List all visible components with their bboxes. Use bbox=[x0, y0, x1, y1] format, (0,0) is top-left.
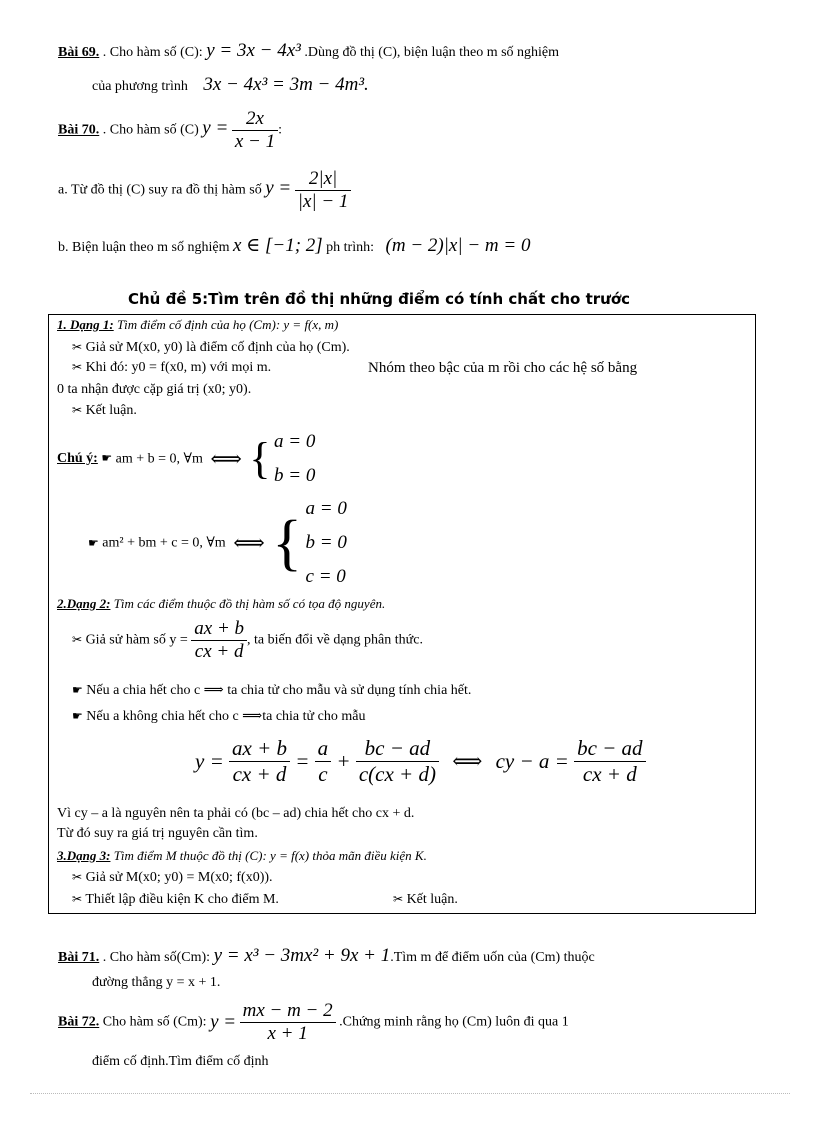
b71-line1 bbox=[58, 945, 595, 967]
dang1-l4-text: Kết luận. bbox=[85, 403, 137, 418]
note-2 bbox=[88, 492, 347, 594]
dang1-l3-text: 0 ta nhận được cặp giá trị (x0; y0). bbox=[57, 382, 252, 397]
f-lhs: cy − a = bbox=[495, 749, 569, 773]
iff-symbol: ⟺ bbox=[210, 446, 242, 471]
dang3-l2 bbox=[72, 892, 279, 908]
b70-label: Bài 70. bbox=[58, 122, 100, 138]
b70-a-numerator: 2|x| bbox=[295, 168, 352, 191]
f3-den: c(cx + d) bbox=[358, 762, 436, 786]
b70-text: . Cho hàm số (C) bbox=[102, 122, 199, 138]
pointing-hand-icon: ☛ bbox=[72, 709, 83, 723]
pointing-hand-icon: ☛ bbox=[101, 451, 113, 466]
system-1 bbox=[274, 425, 315, 493]
b71-text2: .Tìm m để điểm uốn của (Cm) thuộc bbox=[390, 950, 595, 965]
dang1-l2 bbox=[72, 360, 271, 376]
b70-denominator: x − 1 bbox=[234, 131, 276, 152]
dang2-l5-text: Từ đó suy ra giá trị nguyên cần tìm. bbox=[57, 826, 258, 841]
b70-a-y: y = bbox=[265, 177, 292, 199]
system-2-eq: c = 0 bbox=[305, 566, 346, 587]
scissors-icon: ✂ bbox=[72, 340, 83, 354]
dang3-l3 bbox=[393, 892, 458, 908]
f2-den: c bbox=[318, 762, 328, 786]
scissors-icon: ✂ bbox=[72, 892, 83, 906]
left-brace-icon: { bbox=[249, 434, 271, 483]
dang1-l1 bbox=[72, 340, 350, 356]
b71-label: Bài 71. bbox=[58, 950, 100, 965]
b72-fraction bbox=[240, 1000, 336, 1045]
dang1-l4 bbox=[72, 403, 137, 419]
b72-numerator: mx − m − 2 bbox=[240, 1000, 336, 1023]
b69-text2: .Dùng đồ thị (C), biện luận theo m số nghiệm bbox=[304, 45, 560, 60]
dang3-label: 3.Dạng 3: bbox=[57, 848, 111, 863]
dang2-denominator: cx + d bbox=[194, 641, 244, 662]
b70-b-ph: ph trình: bbox=[326, 240, 375, 255]
b70-a-text: a. Từ đồ thị (C) suy ra đồ thị hàm số bbox=[58, 182, 262, 198]
iff-symbol: ⟺ bbox=[233, 530, 265, 555]
dang3-l2-text: Thiết lập điều kiện K cho điểm M. bbox=[85, 892, 279, 907]
f4-fraction bbox=[574, 736, 646, 787]
dang2-formula bbox=[195, 736, 646, 787]
dang2-desc: Tìm các điểm thuộc đồ thị hàm số có tọa độ nguyên. bbox=[113, 596, 386, 611]
dang3-heading bbox=[57, 848, 427, 864]
b70-line1 bbox=[58, 108, 282, 153]
f1-fraction bbox=[229, 736, 290, 787]
note1-text: am + b = 0, ∀m bbox=[115, 451, 203, 467]
dang2-label: 2.Dạng 2: bbox=[57, 596, 111, 611]
b70-a-fraction bbox=[295, 168, 352, 213]
b69-text: . Cho hàm số (C): bbox=[102, 45, 203, 60]
dang2-l1b-text: , ta biến đổi về dạng phân thức. bbox=[247, 632, 423, 648]
f1-num: ax + b bbox=[229, 736, 290, 762]
b69-label: Bài 69. bbox=[58, 45, 100, 60]
f-iff: ⟺ bbox=[452, 749, 483, 773]
dang1-desc: Tìm điểm cố định của họ (Cm): y = f(x, m) bbox=[116, 317, 339, 332]
b70-numerator: 2x bbox=[232, 108, 278, 131]
b72-label: Bài 72. bbox=[58, 1014, 100, 1030]
left-brace-icon: { bbox=[272, 509, 303, 577]
dang2-l3-text: Nếu a không chia hết cho c ⟹ta chia tử cho mẫu bbox=[86, 709, 366, 724]
dang2-numerator: ax + b bbox=[191, 618, 247, 641]
dang2-l2 bbox=[72, 682, 471, 699]
b72-text2: .Chứng minh rằng họ (Cm) luôn đi qua 1 bbox=[339, 1014, 569, 1030]
b71-text3: đường thẳng y = x + 1. bbox=[92, 975, 221, 990]
f-eq: = bbox=[295, 749, 310, 773]
f2-fraction bbox=[315, 736, 332, 787]
f2-num: a bbox=[315, 736, 332, 762]
f-y: y = bbox=[195, 749, 224, 773]
b69-equation2: 3x − 4x³ = 3m − 4m³. bbox=[203, 74, 369, 95]
system-1-eq: a = 0 bbox=[274, 431, 316, 452]
b72-line1 bbox=[58, 1000, 569, 1045]
f4-num: bc − ad bbox=[574, 736, 646, 762]
dang3-l3-text: Kết luận. bbox=[406, 892, 458, 907]
dang1-l1-text: Giả sử M(x0, y0) là điểm cố định của họ (Cm). bbox=[85, 340, 350, 355]
f1-den: cx + d bbox=[232, 762, 287, 786]
system-2-eq: a = 0 bbox=[305, 498, 347, 519]
b70-b-text: b. Biện luận theo m số nghiệm bbox=[58, 240, 230, 255]
scissors-icon: ✂ bbox=[72, 870, 83, 884]
b72-text3: điểm cố định.Tìm điểm cố định bbox=[92, 1054, 269, 1069]
f-plus: + bbox=[336, 749, 351, 773]
system-2 bbox=[306, 492, 347, 594]
f3-fraction bbox=[356, 736, 439, 787]
b72-text: Cho hàm số (Cm): bbox=[102, 1014, 207, 1030]
note2-text: am² + bm + c = 0, ∀m bbox=[102, 535, 226, 551]
b70-part-a bbox=[58, 168, 351, 213]
scissors-icon: ✂ bbox=[72, 632, 83, 647]
b70-a-denominator: |x| − 1 bbox=[297, 191, 349, 212]
dang1-l2a-text: Khi đó: y0 = f(x0, m) với mọi m. bbox=[85, 360, 272, 375]
dang2-fraction bbox=[191, 618, 247, 663]
dang2-l3 bbox=[72, 708, 365, 725]
f4-den: cx + d bbox=[582, 762, 637, 786]
f3-num: bc − ad bbox=[356, 736, 439, 762]
b69-text3: của phương trình bbox=[92, 79, 188, 94]
b69-line1 bbox=[58, 40, 559, 62]
note-1 bbox=[57, 425, 315, 493]
dang3-l1-text: Giả sử M(x0; y0) = M(x0; f(x0)). bbox=[85, 870, 273, 885]
dang2-l1a-text: Giả sử hàm số y = bbox=[85, 632, 188, 648]
b71-equation: y = x³ − 3mx² + 9x + 1 bbox=[213, 945, 391, 966]
system-1-eq: b = 0 bbox=[274, 465, 316, 486]
scissors-icon: ✂ bbox=[393, 892, 404, 906]
dang2-heading bbox=[57, 596, 385, 612]
dang3-l1 bbox=[72, 870, 273, 886]
topic-box bbox=[48, 314, 756, 914]
dang1-label: 1. Dạng 1: bbox=[57, 317, 114, 332]
dang1-l2b-text: Nhóm theo bậc của m rồi cho các hệ số bằng bbox=[368, 360, 638, 376]
pointing-hand-icon: ☛ bbox=[72, 683, 83, 697]
dang2-l2-text: Nếu a chia hết cho c ⟹ ta chia tử cho mẫu và sử dụng tính chia hết. bbox=[86, 683, 472, 698]
b70-b-domain: x ∈ [−1; 2] bbox=[232, 235, 323, 256]
page-divider bbox=[30, 1093, 790, 1094]
scissors-icon: ✂ bbox=[72, 403, 83, 417]
b70-fraction bbox=[232, 108, 278, 153]
b72-y: y = bbox=[210, 1011, 237, 1033]
b72-denominator: x + 1 bbox=[267, 1023, 308, 1044]
dang1-heading bbox=[57, 317, 338, 333]
dang3-desc: Tìm điểm M thuộc đồ thị (C): y = f(x) thỏa mãn điều kiện K. bbox=[113, 848, 427, 863]
b69-equation: y = 3x − 4x³ bbox=[206, 40, 301, 61]
b70-colon: : bbox=[278, 122, 282, 138]
note-label: Chú ý: bbox=[57, 451, 98, 467]
b69-line2 bbox=[92, 74, 369, 96]
pointing-hand-icon: ☛ bbox=[88, 536, 99, 550]
b70-part-b bbox=[58, 234, 530, 257]
scissors-icon: ✂ bbox=[72, 360, 83, 374]
b70-b-equation: (m − 2)|x| − m = 0 bbox=[385, 235, 531, 256]
dang2-l4-text: Vì cy – a là nguyên nên ta phải có (bc – ad) chia hết cho cx + d. bbox=[57, 806, 415, 821]
b71-text: . Cho hàm số(Cm): bbox=[102, 950, 211, 965]
dang2-l1 bbox=[72, 618, 423, 663]
topic-title: Chủ đề 5:Tìm trên đồ thị những điểm có tính chất cho trước bbox=[128, 290, 631, 308]
system-2-eq: b = 0 bbox=[305, 532, 347, 553]
b70-y: y = bbox=[202, 117, 229, 139]
